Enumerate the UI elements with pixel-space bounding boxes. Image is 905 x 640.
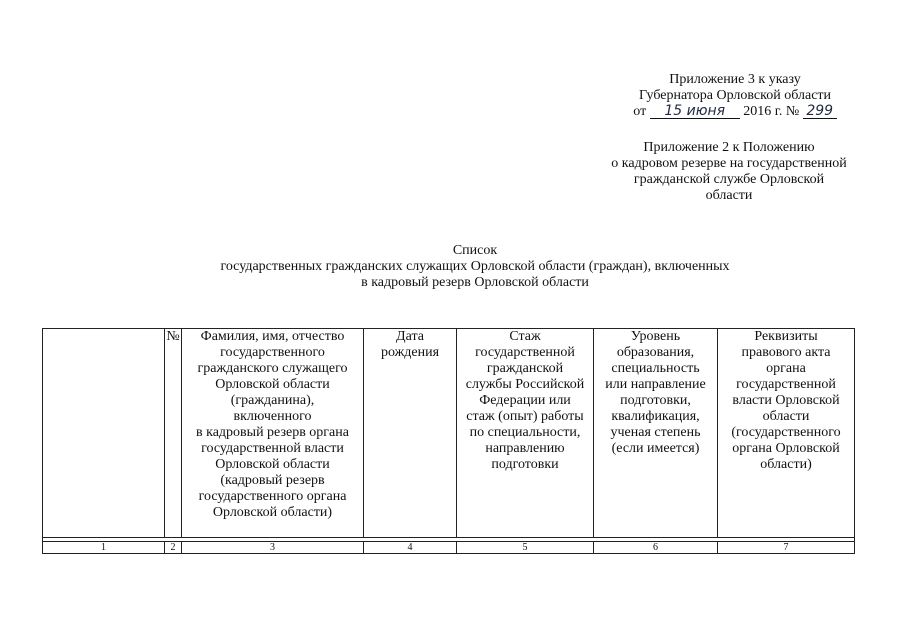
appendix-3-header	[610, 72, 860, 120]
title-line3: в кадровый резерв Орловской области	[361, 275, 589, 290]
column-number-row	[43, 542, 855, 554]
header-cell-birth-date: Дата рождения	[364, 329, 457, 538]
appendix-2-line3: гражданской службе Орловской	[633, 172, 825, 187]
year-label: 2016 г. №	[743, 104, 800, 119]
column-number-cell: 5	[457, 542, 594, 554]
header-cell-blank	[43, 329, 165, 538]
from-label: от	[633, 104, 647, 119]
column-number-cell: 6	[594, 542, 718, 554]
column-number-cell: 1	[43, 542, 165, 554]
table-header-row	[43, 329, 855, 538]
column-number-cell: 3	[182, 542, 364, 554]
handwritten-number: 299	[803, 104, 837, 119]
header-cell-service-length: Стаж государственной гражданской службы Российской Федерации или стаж (опыт) работы по специальности, направлению подготовки	[457, 329, 594, 538]
reserve-list-table	[42, 328, 855, 554]
title-line1: Список	[452, 243, 498, 258]
column-number-cell: 7	[718, 542, 855, 554]
appendix-2-header	[590, 140, 868, 204]
header-cell-full-name: Фамилия, имя, отчество государственного гражданского служащего Орловской области (гражданина), включенного в кадровый резерв органа государственной власти Орловской области (кадровый резерв государственного органа Орловской области)	[182, 329, 364, 538]
appendix-2-line1: Приложение 2 к Положению	[643, 140, 815, 155]
column-number-cell: 2	[165, 542, 182, 554]
appendix-3-line2: Губернатора Орловской области	[638, 88, 832, 103]
appendix-2-line4: области	[705, 188, 753, 203]
handwritten-date: 15 июня	[650, 104, 740, 119]
header-cell-legal-act: Реквизиты правового акта органа государственной власти Орловской области (государственного органа Орловской области)	[718, 329, 855, 538]
document-title	[160, 243, 790, 291]
header-cell-number: №	[165, 329, 182, 538]
header-cell-education: Уровень образования, специальность или направление подготовки, квалификация, ученая степень (если имеется)	[594, 329, 718, 538]
appendix-3-line1: Приложение 3 к указу	[669, 72, 801, 87]
decree-date-line	[610, 104, 860, 120]
column-number-cell: 4	[364, 542, 457, 554]
appendix-2-line2: о кадровом резерве на государственной	[611, 156, 847, 171]
title-line2: государственных гражданских служащих Орловской области (граждан), включенных	[220, 259, 730, 274]
